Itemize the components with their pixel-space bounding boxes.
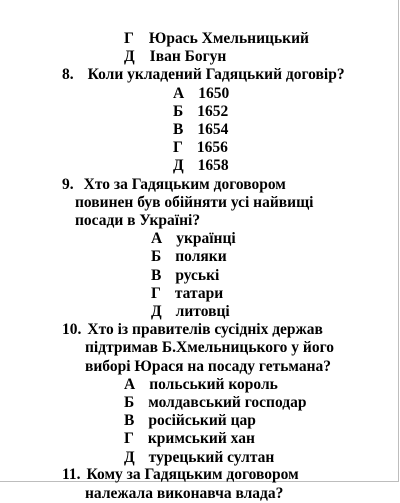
q10-option-b [124,394,306,412]
q9-option-a [151,230,236,248]
q8-option-d [173,157,229,175]
q8-option-b [173,103,228,121]
option-text: 1650 [198,84,230,102]
question-10-line-2: підтримав Б.Хмельницького у його [85,339,334,357]
option-letter: В [151,266,162,284]
option-text: молдавський господар [148,394,307,411]
option-letter: Г [124,30,134,47]
question-10 [62,321,323,339]
option-letter: А [124,375,136,393]
q10-option-g [124,430,255,448]
question-text: Коли укладений Гадяцький договір? [87,66,345,84]
option-letter: В [124,412,135,430]
option-text: 1654 [197,121,229,138]
option-letter: Г [124,430,134,448]
q10-option-a [124,376,278,394]
option-letter: Д [151,303,162,320]
option-g [124,30,309,48]
option-text: литовці [175,303,230,320]
q8-option-a [173,85,229,103]
option-text: татари [174,284,224,302]
option-letter: Б [151,248,162,266]
q9-option-v [151,267,219,285]
q9-option-g [151,285,223,303]
option-letter: Д [124,448,135,466]
question-11-line-2: належала виконавча влада? [85,485,284,502]
q8-option-g [173,139,228,157]
question-11 [62,467,299,483]
q9-option-d [151,303,230,321]
q10-option-d [124,449,274,467]
option-text: кримський хан [147,430,255,448]
option-text: українці [176,230,236,248]
option-letter: А [151,230,163,248]
question-text-line-1: Хто за Гадяцьким договором [83,175,286,193]
question-8 [62,66,345,84]
option-text: 1656 [196,139,228,157]
option-letter: Б [173,102,184,120]
question-10-line-3: виборі Юрася на посаду гетьмана? [85,357,332,375]
option-d [124,48,226,66]
option-text: турецький султан [148,448,275,466]
question-9-line-2: повинен був обійняти усі найвищі [75,193,314,211]
option-letter: В [173,121,184,138]
question-number: 10. [62,321,82,339]
option-text: 1658 [197,157,229,175]
option-text: Юрась Хмельницький [148,30,309,47]
option-letter: Г [151,284,161,302]
option-text: руські [175,266,220,284]
option-letter: Г [173,139,183,157]
option-letter: А [173,84,185,102]
question-text-line-1: Кому за Гадяцьким договором [86,465,299,483]
option-letter: Б [124,394,135,411]
question-text-line-1: Хто із правителів сусідніх держав [87,321,323,339]
question-number: 8. [62,66,74,84]
q9-option-b [151,248,227,266]
option-letter: Д [173,157,184,175]
question-number: 11. [62,465,81,483]
option-letter: Д [124,48,135,66]
option-text: Іван Богун [149,48,227,66]
option-text: російський цар [148,412,256,430]
option-text: 1652 [197,102,229,120]
question-9 [62,176,286,194]
option-text: поляки [175,248,227,266]
option-text: польський король [149,375,278,393]
q8-option-v [173,121,228,139]
q10-option-v [124,412,256,430]
question-9-line-3: посади в Україні? [75,212,201,229]
question-number: 9. [62,175,74,193]
